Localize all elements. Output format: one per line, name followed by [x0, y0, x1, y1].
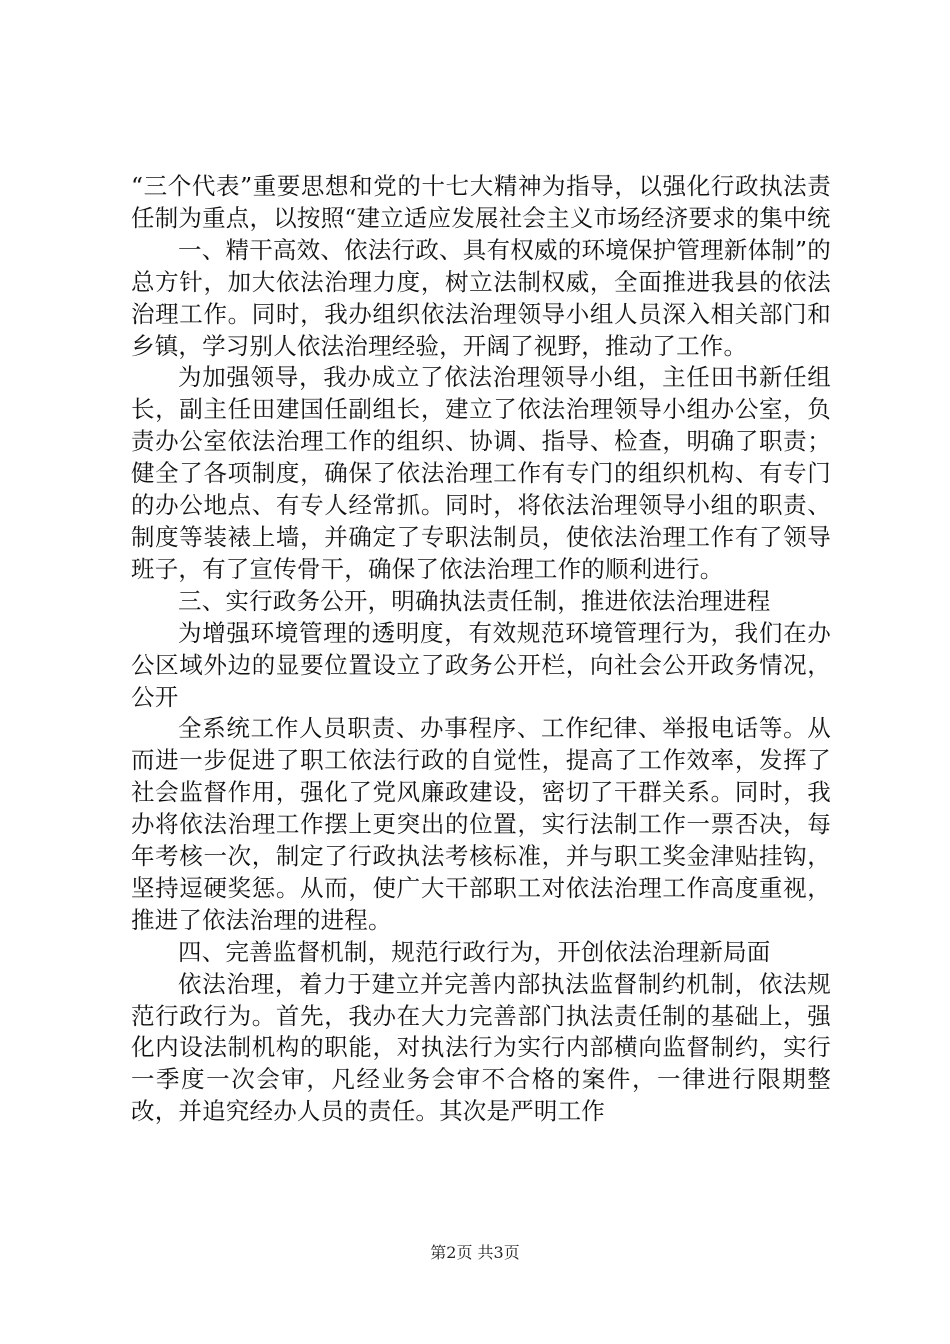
paragraph-5: 全系统工作人员职责、办事程序、工作纪律、举报电话等。从而进一步促进了职工依法行政的自觉性，提高了工作效率，发挥了社会监督作用，强化了党风廉政建设，密切了干群关系。同时，我办将依法治理工作摆上更突出的位置，实行法制工作一票否决，每年考核一次，制定了行政执法考核标准，并与职工奖金津贴挂钩，坚持逗硬奖惩。从而，使广大干部职工对依法治理工作高度重视，推进了依法治理的进程。: [131, 714, 831, 934]
section-heading-3: 三、实行政务公开，明确执法责任制，推进依法治理进程: [178, 586, 771, 615]
paragraph-2: 一、精干高效、依法行政、具有权威的环境保护管理新体制”的总方针，加大依法治理力度，树立法制权威，全面推进我县的依法治理工作。同时，我办组织依法治理领导小组人员深入相关部门和乡镇，学习别人依法治理经验，开阔了视野，推动了工作。: [131, 235, 831, 360]
page-number: 第2页 共3页: [430, 1243, 520, 1262]
paragraph-3: 为加强领导，我办成立了依法治理领导小组，主任田书新任组长，副主任田建国任副组长，建立了依法治理领导小组办公室，负责办公室依法治理工作的组织、协调、指导、检查，明确了职责；健全了各项制度，确保了依法治理工作有专门的组织机构、有专门的办公地点、有专人经常抓。同时，将依法治理领导小组的职责、制度等装裱上墙，并确定了专职法制员，使依法治理工作有了领导班子，有了宣传骨干，确保了依法治理工作的顺利进行。: [131, 363, 831, 583]
paragraph-1: “三个代表”重要思想和党的十七大精神为指导，以强化行政执法责任制为重点，以按照“建立适应发展社会主义市场经济要求的集中统: [131, 172, 831, 232]
document-body: [131, 171, 831, 1128]
page-footer: [0, 1243, 950, 1263]
paragraph-6: 依法治理，着力于建立并完善内部执法监督制约机制，依法规范行政行为。首先，我办在大力完善部门执法责任制的基础上，强化内设法制机构的职能，对执法行为实行内部横向监督制约，实行一季度一次会审，凡经业务会审不合格的案件，一律进行限期整改，并追究经办人员的责任。其次是严明工作: [131, 969, 831, 1126]
paragraph-4: 为增强环境管理的透明度，有效规范环境管理行为，我们在办公区域外边的显要位置设立了政务公开栏，向社会公开政务情况，公开: [131, 618, 831, 711]
section-heading-4: 四、完善监督机制，规范行政行为，开创依法治理新局面: [178, 937, 771, 966]
